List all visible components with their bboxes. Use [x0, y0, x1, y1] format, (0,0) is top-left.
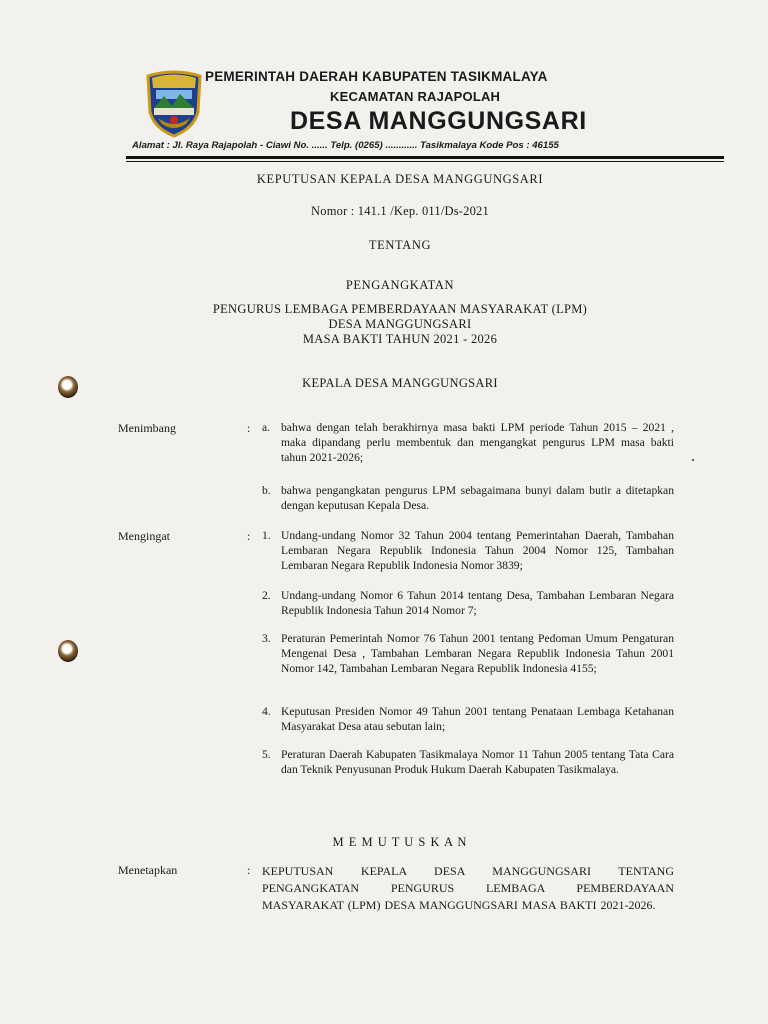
- memutuskan-heading: M E M U T U S K A N: [332, 835, 468, 849]
- subject-line-3: DESA MANGGUNGSARI: [328, 317, 472, 331]
- letterhead-address: Alamat : Jl. Raya Rajapolah - Ciawi No. ...... Telp. (0265) ............ Tasikmalaya Kode Pos : 46155: [132, 140, 559, 151]
- subject-line-2: PENGURUS LEMBAGA PEMBERDAYAAN MASYARAKAT (LPM): [212, 302, 588, 316]
- item-text: KEPUTUSAN KEPALA DESA MANGGUNGSARI TENTANG PENGANGKATAN PENGURUS LEMBAGA PEMBERDAYAAN MASYARAKAT (LPM) DESA MANGGUNGSARI MASA BAKTI 2021-2026.: [262, 864, 674, 912]
- decree-title: KEPUTUSAN KEPALA DESA MANGGUNGSARI: [256, 172, 544, 186]
- list-item: [262, 529, 674, 573]
- list-item: [262, 484, 674, 514]
- item-number: 2.: [262, 589, 271, 602]
- punch-hole: [58, 376, 78, 398]
- subject-line-4: MASA BAKTI TAHUN 2021 - 2026: [302, 332, 498, 346]
- list-item: [262, 589, 674, 619]
- mengingat-label: Mengingat: [118, 529, 170, 543]
- subject-line-1: PENGANGKATAN: [345, 278, 455, 292]
- letterhead-government: PEMERINTAH DAERAH KABUPATEN TASIKMALAYA: [205, 69, 548, 84]
- menimbang-colon: :: [247, 421, 251, 435]
- item-number: 1.: [262, 529, 271, 542]
- list-item: [262, 748, 674, 778]
- mengingat-colon: :: [247, 529, 251, 543]
- item-text: bahwa pengangkatan pengurus LPM sebagaimana bunyi dalam butir a ditetapkan dengan keputusan Kepala Desa.: [281, 484, 674, 512]
- menetapkan-label: Menetapkan: [118, 863, 178, 877]
- item-text: Undang-undang Nomor 6 Tahun 2014 tentang Desa, Tambahan Lembaran Negara Republik Indonesia Tahun 2014 Nomor 7;: [281, 589, 674, 617]
- letterhead-rule-thick: [126, 156, 724, 159]
- menetapkan-colon: :: [247, 863, 251, 877]
- item-number: 5.: [262, 748, 271, 761]
- item-text: Peraturan Pemerintah Nomor 76 Tahun 2001 tentang Pedoman Umum Pengaturan Mengenai Desa , Tambahan Lembaran Negara Republik Indonesia Tahun 2001 Nomor 142, Tambahan Lembaran Negara Republik Indonesia 4155;: [281, 632, 674, 675]
- item-number: 4.: [262, 705, 271, 718]
- speck: [692, 459, 694, 461]
- item-text: bahwa dengan telah berakhirnya masa bakti LPM periode Tahun 2015 – 2021 , maka dipandang perlu membentuk dan mengangkat pengurus LPM masa bakti tahun 2021-2026;: [281, 421, 674, 464]
- decree-number: Nomor : 141.1 /Kep. 011/Ds-2021: [311, 204, 489, 218]
- menimbang-label: Menimbang: [118, 421, 176, 435]
- list-item: [262, 632, 674, 676]
- list-item: [262, 705, 674, 735]
- about-heading: TENTANG: [368, 238, 432, 252]
- letterhead-district: KECAMATAN RAJAPOLAH: [330, 89, 501, 104]
- list-item: [262, 421, 674, 465]
- item-text: Peraturan Daerah Kabupaten Tasikmalaya Nomor 11 Tahun 2005 tentang Tata Cara dan Teknik Penyusunan Produk Hukum Daerah Kabupaten Tasikmalaya.: [281, 748, 674, 776]
- letterhead-village: DESA MANGGUNGSARI: [290, 107, 587, 135]
- item-number: a.: [262, 421, 271, 434]
- item-number: b.: [262, 484, 271, 497]
- village-head-heading: KEPALA DESA MANGGUNGSARI: [302, 376, 498, 390]
- item-text: Keputusan Presiden Nomor 49 Tahun 2001 tentang Penataan Lembaga Ketahanan Masyarakat Desa atau sebutan lain;: [281, 705, 674, 733]
- letterhead-rule-thin: [126, 161, 724, 162]
- punch-hole: [58, 640, 78, 662]
- item-text: Undang-undang Nomor 32 Tahun 2004 tentang Pemerintahan Daerah, Tambahan Lembaran Negara Republik Indonesia Tahun 2004 Nomor 125, Tambahan Lembaran Negara Republik Indonesia Nomor 3839;: [281, 529, 674, 572]
- item-number: 3.: [262, 632, 271, 645]
- menetapkan-text: [262, 863, 674, 914]
- regency-emblem-icon: [142, 68, 206, 138]
